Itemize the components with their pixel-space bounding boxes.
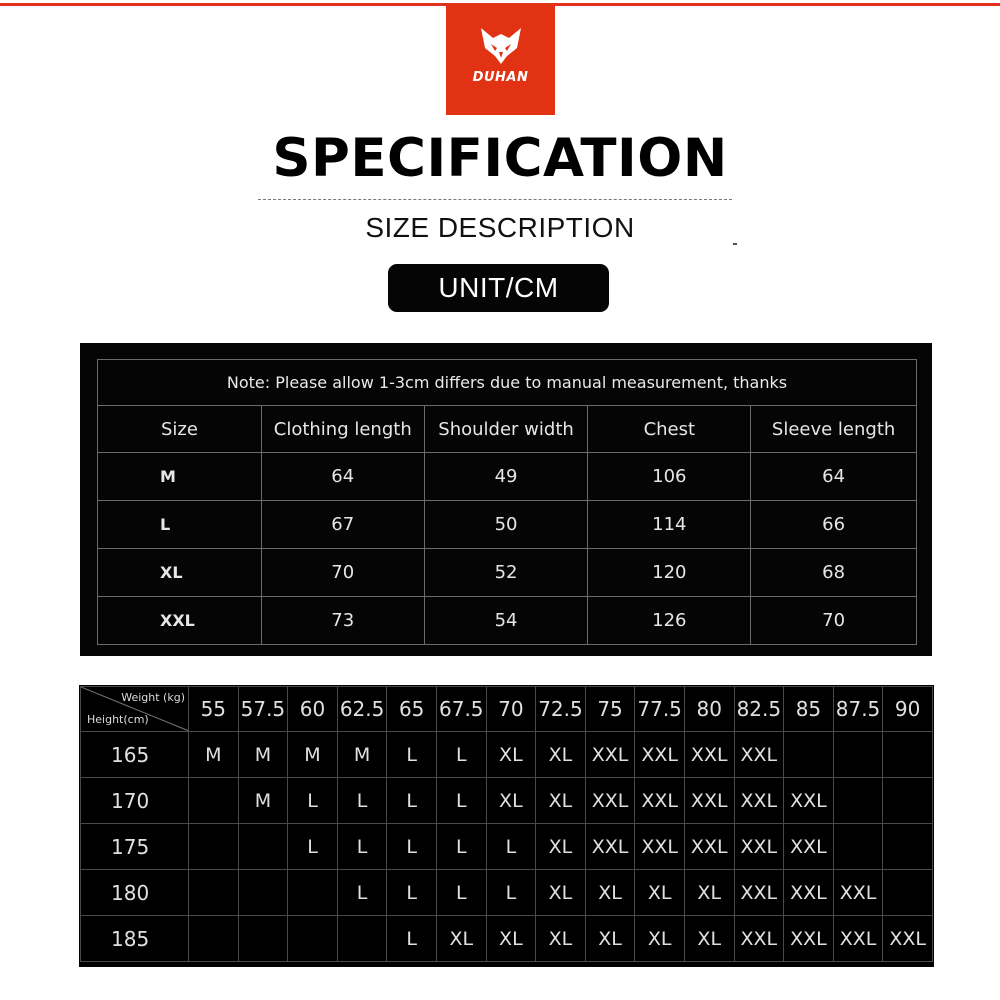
size-recommendation-cell: XXL (833, 870, 883, 916)
weight-header-cell: 65 (387, 687, 437, 732)
height-cell: 180 (81, 870, 189, 916)
size-recommendation-cell: M (189, 732, 239, 778)
size-recommendation-cell: XXL (883, 916, 933, 962)
size-recommendation-cell: L (387, 916, 437, 962)
table-cell: 54 (424, 597, 588, 645)
size-recommendation-cell: XL (684, 916, 734, 962)
size-recommendation-cell: L (436, 824, 486, 870)
size-recommendation-cell: XXL (734, 824, 784, 870)
size-recommendation-cell: XXL (734, 916, 784, 962)
size-recommendation-cell: L (337, 870, 387, 916)
table-cell: 49 (424, 453, 588, 501)
column-header: Sleeve length (751, 406, 917, 453)
weight-header-cell: 85 (784, 687, 834, 732)
size-recommendation-cell: XXL (784, 824, 834, 870)
size-recommendation-cell: XXL (734, 778, 784, 824)
size-recommendation-cell: XXL (684, 732, 734, 778)
size-recommendation-cell (238, 916, 288, 962)
table-row (98, 453, 917, 501)
table-row (81, 870, 933, 916)
size-recommendation-cell: XXL (635, 732, 685, 778)
unit-badge: UNIT/CM (388, 264, 609, 312)
measurement-note: Note: Please allow 1-3cm differs due to manual measurement, thanks (98, 360, 917, 406)
size-recommendation-cell: XL (536, 778, 586, 824)
weight-axis-label: Weight (kg) (121, 691, 185, 704)
size-recommendation-cell: L (486, 824, 536, 870)
size-cell: L (98, 501, 262, 549)
size-recommendation-cell: L (436, 870, 486, 916)
table-cell: 68 (751, 549, 917, 597)
size-recommendation-cell: XXL (585, 732, 635, 778)
size-recommendation-cell (883, 732, 933, 778)
size-recommendation-cell: XXL (784, 778, 834, 824)
weight-header-cell: 80 (684, 687, 734, 732)
table-row (81, 732, 933, 778)
size-recommendation-cell: XXL (635, 824, 685, 870)
weight-header-cell: 62.5 (337, 687, 387, 732)
size-recommendation-cell: XXL (734, 870, 784, 916)
height-cell: 165 (81, 732, 189, 778)
size-recommendation-cell: XXL (734, 732, 784, 778)
table-row (81, 824, 933, 870)
fox-logo-icon (477, 26, 525, 66)
table-row (98, 501, 917, 549)
size-recommendation-cell (337, 916, 387, 962)
table-cell: 126 (588, 597, 751, 645)
height-cell: 175 (81, 824, 189, 870)
size-recommendation-cell: XL (536, 824, 586, 870)
table-cell: 64 (261, 453, 424, 501)
table-cell: 64 (751, 453, 917, 501)
size-recommendation-cell: XL (436, 916, 486, 962)
brand-logo (446, 4, 555, 115)
size-recommendation-cell: L (387, 732, 437, 778)
weight-height-chart-panel (79, 685, 934, 967)
size-recommendation-cell: XXL (585, 778, 635, 824)
corner-cell (81, 687, 189, 732)
table-row (98, 597, 917, 645)
size-recommendation-cell: XL (684, 870, 734, 916)
size-recommendation-cell (238, 824, 288, 870)
size-recommendation-cell (883, 870, 933, 916)
table-cell: 114 (588, 501, 751, 549)
size-recommendation-cell: L (486, 870, 536, 916)
size-recommendation-cell (189, 824, 239, 870)
table-row (81, 778, 933, 824)
table-row (81, 916, 933, 962)
size-recommendation-cell: M (238, 732, 288, 778)
weight-header-cell: 60 (288, 687, 338, 732)
size-recommendation-cell: XXL (833, 916, 883, 962)
size-recommendation-cell: XXL (784, 870, 834, 916)
weight-header-cell: 82.5 (734, 687, 784, 732)
size-recommendation-cell (784, 732, 834, 778)
size-recommendation-cell: XXL (635, 778, 685, 824)
weight-header-cell: 55 (189, 687, 239, 732)
size-recommendation-cell: XL (486, 732, 536, 778)
table-cell: 50 (424, 501, 588, 549)
title-divider (258, 199, 732, 200)
size-recommendation-cell: L (337, 778, 387, 824)
weight-header-cell: 77.5 (635, 687, 685, 732)
table-cell: 52 (424, 549, 588, 597)
table-cell: 70 (261, 549, 424, 597)
page-title: SPECIFICATION (272, 128, 728, 189)
table-cell: 106 (588, 453, 751, 501)
size-recommendation-cell: L (436, 778, 486, 824)
weight-header-cell: 90 (883, 687, 933, 732)
size-cell: XXL (98, 597, 262, 645)
size-recommendation-cell (833, 824, 883, 870)
column-header: Clothing length (261, 406, 424, 453)
size-recommendation-cell: XXL (684, 824, 734, 870)
size-recommendation-cell: M (238, 778, 288, 824)
table-cell: 67 (261, 501, 424, 549)
size-recommendation-cell (833, 778, 883, 824)
size-recommendation-cell (288, 870, 338, 916)
size-recommendation-cell: XL (486, 778, 536, 824)
page-subtitle: SIZE DESCRIPTION (365, 212, 635, 243)
size-recommendation-cell: XL (536, 870, 586, 916)
size-recommendation-cell: M (288, 732, 338, 778)
size-recommendation-cell: L (387, 824, 437, 870)
size-recommendation-cell: L (337, 824, 387, 870)
size-recommendation-cell (189, 870, 239, 916)
table-cell: 70 (751, 597, 917, 645)
height-cell: 170 (81, 778, 189, 824)
size-cell: M (98, 453, 262, 501)
size-cell: XL (98, 549, 262, 597)
size-header-row (98, 406, 917, 453)
weight-header-row (81, 687, 933, 732)
size-recommendation-cell: L (387, 870, 437, 916)
height-axis-label: Height(cm) (87, 713, 149, 726)
size-recommendation-cell (238, 870, 288, 916)
table-row (98, 549, 917, 597)
size-recommendation-cell (833, 732, 883, 778)
stray-mark (733, 243, 737, 245)
size-recommendation-cell: XXL (784, 916, 834, 962)
table-cell: 120 (588, 549, 751, 597)
size-recommendation-cell: XL (486, 916, 536, 962)
weight-header-cell: 87.5 (833, 687, 883, 732)
weight-header-cell: 67.5 (436, 687, 486, 732)
table-cell: 73 (261, 597, 424, 645)
weight-header-cell: 72.5 (536, 687, 586, 732)
size-recommendation-cell: XL (585, 916, 635, 962)
weight-height-table (80, 686, 933, 962)
size-recommendation-cell (883, 778, 933, 824)
column-header: Size (98, 406, 262, 453)
size-recommendation-cell: XL (536, 732, 586, 778)
weight-header-cell: 75 (585, 687, 635, 732)
size-chart-table (97, 359, 917, 645)
size-recommendation-cell (883, 824, 933, 870)
column-header: Chest (588, 406, 751, 453)
size-recommendation-cell: XL (585, 870, 635, 916)
size-recommendation-cell: L (436, 732, 486, 778)
height-cell: 185 (81, 916, 189, 962)
size-recommendation-cell (189, 916, 239, 962)
size-recommendation-cell: XL (536, 916, 586, 962)
brand-name: DUHAN (472, 70, 529, 85)
size-recommendation-cell (189, 778, 239, 824)
size-recommendation-cell: M (337, 732, 387, 778)
column-header: Shoulder width (424, 406, 588, 453)
size-recommendation-cell: L (288, 824, 338, 870)
size-chart-panel (80, 343, 932, 656)
size-recommendation-cell: XXL (684, 778, 734, 824)
size-recommendation-cell: XL (635, 870, 685, 916)
weight-header-cell: 57.5 (238, 687, 288, 732)
size-recommendation-cell (288, 916, 338, 962)
size-recommendation-cell: XXL (585, 824, 635, 870)
table-cell: 66 (751, 501, 917, 549)
size-recommendation-cell: L (387, 778, 437, 824)
size-recommendation-cell: L (288, 778, 338, 824)
size-recommendation-cell: XL (635, 916, 685, 962)
weight-header-cell: 70 (486, 687, 536, 732)
